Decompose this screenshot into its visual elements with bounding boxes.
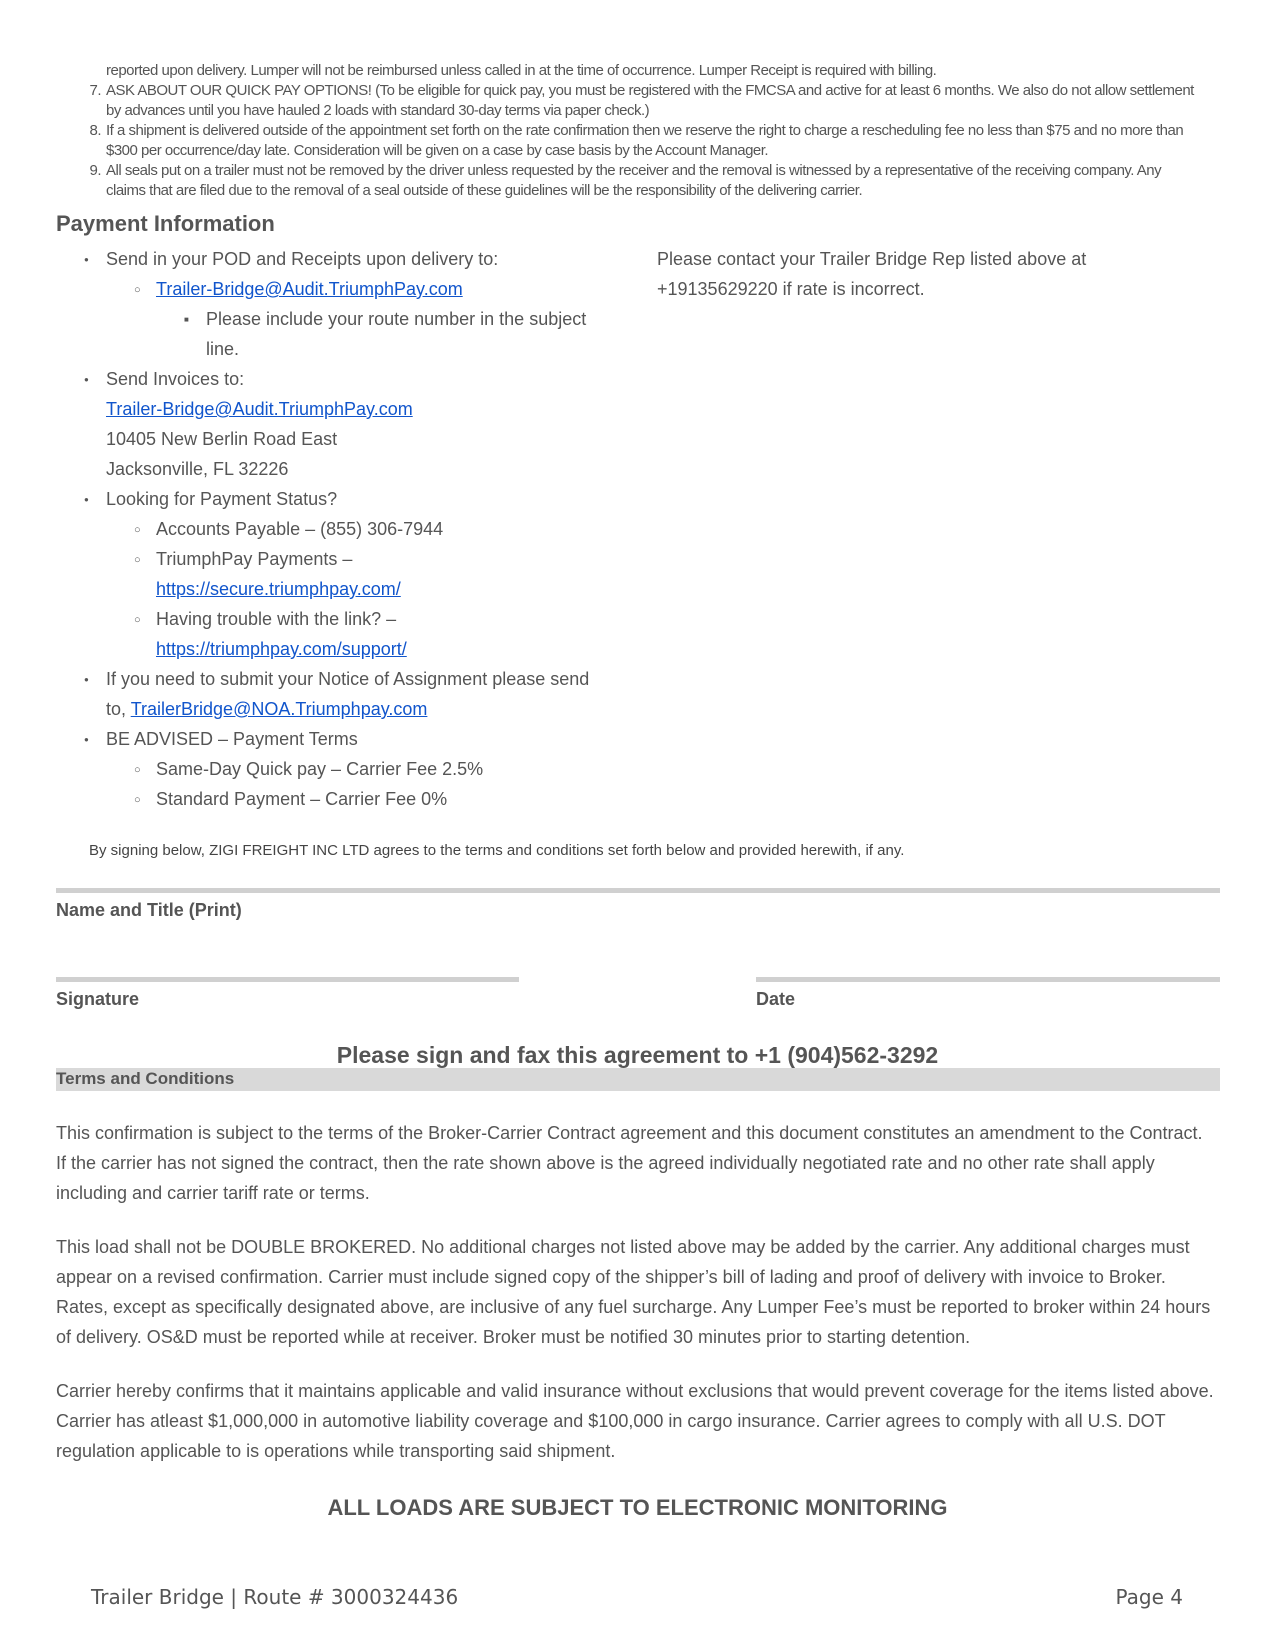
signature-divider (56, 888, 1220, 893)
note-number: 7. (89, 82, 101, 99)
trouble-label: Having trouble with the link? – (156, 609, 397, 629)
invoice-email-row (56, 394, 626, 424)
triumphpay-label: TriumphPay Payments – (156, 549, 353, 569)
contact-line-1: Please contact your Trailer Bridge Rep listed above at (657, 249, 1087, 269)
contact-line-2: +19135629220 if rate is incorrect. (657, 279, 925, 299)
advised-label: BE ADVISED – Payment Terms (106, 729, 358, 749)
bullet-icon (84, 724, 89, 758)
date-line[interactable] (756, 977, 1220, 982)
terms-notes-list (56, 61, 1196, 201)
signature-label: Signature (56, 989, 140, 1009)
bullet-icon (84, 484, 89, 518)
circle-bullet-icon (134, 754, 141, 787)
triumphpay-link-row (56, 574, 626, 604)
terms-paragraph: This load shall not be DOUBLE BROKERED. No additional charges not listed above may be added by the carrier. Any additional charges must appear on a revised confirmation. Carrier must include signed copy of the shipper’s bill of lading and proof of delivery with invoice to Broker. Rates, except as specifically designated above, are inclusive of any fuel surcharge. Any Lumper Fee’s must be reported to broker within 24 hours of delivery. OS&D must be reported while at receiver. Broker must be notified 30 minutes prior to starting detention. (56, 1237, 1211, 1347)
noa-email-row (56, 694, 626, 724)
pod-label: Send in your POD and Receipts upon delivery to: (106, 249, 499, 269)
list-item (56, 604, 626, 634)
footer-page-number: Page 4 (1115, 1585, 1183, 1609)
square-bullet-icon (184, 304, 189, 338)
circle-bullet-icon (134, 544, 141, 577)
status-label: Looking for Payment Status? (106, 489, 338, 509)
note-item (56, 81, 1196, 121)
bullet-icon (84, 364, 89, 398)
note-number: 8. (89, 122, 101, 139)
list-item (56, 244, 626, 274)
note-number: 9. (89, 162, 101, 179)
fax-instruction: Please sign and fax this agreement to +1 (904)562-3292 (336, 1042, 939, 1068)
support-link[interactable]: https://triumphpay.com/support/ (156, 639, 407, 659)
note-continuation: reported upon delivery. Lumper will not be reimbursed unless called in at the time of occurrence. Lumper Receipt is required with billing. (106, 62, 937, 79)
noa-email-link[interactable]: TrailerBridge@NOA.Triumphpay.com (130, 699, 428, 719)
accounts-payable: Accounts Payable – (855) 306-7944 (156, 519, 444, 539)
date-label: Date (756, 989, 796, 1009)
note-text: If a shipment is delivered outside of the appointment set forth on the rate confirmation then we reserve the right to charge a rescheduling fee no less than $75 and no more than $300 per occurrence/day late. Consideration will be given on a case by case basis by the Account Manager. (106, 122, 1184, 159)
signature-line[interactable] (56, 977, 519, 982)
list-item (56, 484, 626, 514)
monitoring-notice: ALL LOADS ARE SUBJECT TO ELECTRONIC MONITORING (327, 1495, 948, 1520)
pod-note: Please include your route number in the subject (206, 309, 587, 329)
list-item (56, 724, 626, 754)
agreement-statement: By signing below, ZIGI FREIGHT INC LTD agrees to the terms and conditions set forth below and provided herewith, if any. (89, 842, 905, 859)
payment-info-list (56, 244, 626, 814)
circle-bullet-icon (134, 274, 141, 307)
invoice-email-link[interactable]: Trailer-Bridge@Audit.TriumphPay.com (106, 399, 413, 419)
pod-email-link[interactable]: Trailer-Bridge@Audit.TriumphPay.com (156, 279, 463, 299)
footer-route: Trailer Bridge | Route # 3000324436 (91, 1585, 459, 1609)
support-link-row (56, 634, 626, 664)
triumphpay-link[interactable]: https://secure.triumphpay.com/ (156, 579, 401, 599)
list-item (56, 544, 626, 574)
terms-paragraph: Carrier hereby confirms that it maintains applicable and valid insurance without exclusions that would prevent coverage for the items listed above. Carrier has atleast $1,000,000 in automotive liability coverage and $100,000 in cargo insurance. Carrier agrees to comply with all U.S. DOT regulation applicable to is operations while transporting said shipment. (56, 1381, 1214, 1461)
bullet-icon (84, 664, 89, 698)
standard-term: Standard Payment – Carrier Fee 0% (156, 789, 448, 809)
circle-bullet-icon (134, 784, 141, 817)
noa-text: If you need to submit your Notice of Assignment please send (106, 669, 590, 689)
list-item (56, 304, 626, 334)
address-line-1: 10405 New Berlin Road East (106, 429, 338, 449)
list-item (56, 514, 626, 544)
payment-info-heading: Payment Information (56, 211, 275, 236)
circle-bullet-icon (134, 604, 141, 637)
list-item (56, 274, 626, 304)
noa-to: to, (106, 699, 131, 719)
invoice-label: Send Invoices to: (106, 369, 245, 389)
list-item (56, 664, 626, 694)
note-text: ASK ABOUT OUR QUICK PAY OPTIONS! (To be eligible for quick pay, you must be registered with the FMCSA and active for at least 6 months. We also do not allow settlement by advances until you have hauled 2 loads with standard 30-day terms via paper check.) (106, 82, 1194, 119)
note-item (56, 161, 1196, 201)
note-item (56, 121, 1196, 161)
terms-title: Terms and Conditions (56, 1069, 235, 1088)
name-title-label: Name and Title (Print) (56, 900, 242, 920)
note-text: All seals put on a trailer must not be removed by the driver unless requested by the receiver and the removal is witnessed by a representative of the receiving company. Any claims that are filed due to the removal of a seal outside of these guidelines will be the responsibility of the delivering carrier. (106, 162, 1162, 199)
circle-bullet-icon (134, 514, 141, 547)
address-line-2: Jacksonville, FL 32226 (106, 459, 289, 479)
quickpay-term: Same-Day Quick pay – Carrier Fee 2.5% (156, 759, 484, 779)
rate-contact-note (657, 244, 1127, 304)
list-item (56, 754, 626, 784)
terms-header-bar (56, 1068, 1220, 1091)
terms-paragraph: This confirmation is subject to the terms of the Broker-Carrier Contract agreement and this document constitutes an amendment to the Contract. If the carrier has not signed the contract, then the rate shown above is the agreed individually negotiated rate and no other rate shall apply including and carrier tariff rate or terms. (56, 1123, 1203, 1203)
list-item (56, 364, 626, 394)
bullet-icon (84, 244, 89, 278)
pod-note-continued: line. (206, 339, 240, 359)
list-item (56, 784, 626, 814)
